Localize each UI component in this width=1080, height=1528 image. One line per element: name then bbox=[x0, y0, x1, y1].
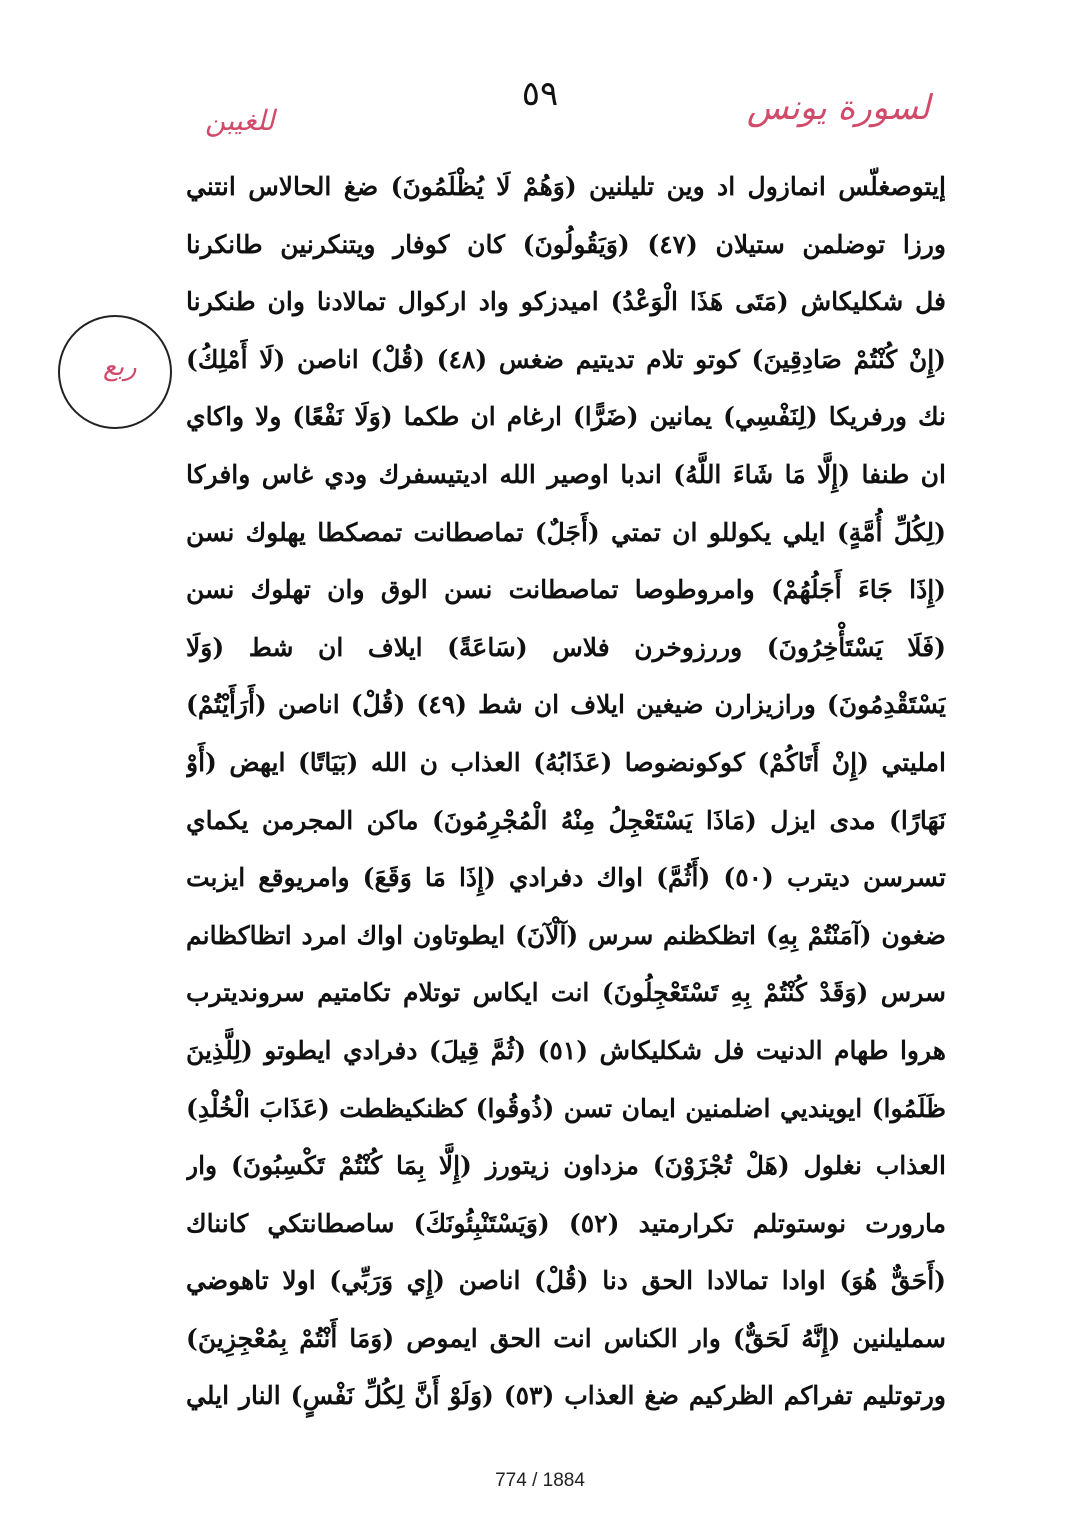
text-line-5: نك ورفريكا (لِنَفْسِي) يمانين (ضَرًّا) ارغام ان طكما (وَلَا نَفْعًا) ولا واكاي bbox=[186, 402, 946, 432]
margin-note: ربع bbox=[103, 352, 137, 382]
header-note-left: للغيبن bbox=[205, 104, 275, 137]
text-line-16: هروا طهام الدنيت فل شكليكاش (٥١) (ثُمَّ قِيلَ) دفرادي ايطوتو (لِلَّذِينَ bbox=[186, 1035, 946, 1065]
text-line-2: ورزا توضلمن ستيلان (٤٧) (وَيَقُولُونَ) كان كوفار ويتنكرنين طانكرنا bbox=[186, 229, 946, 259]
text-line-15: سرس (وَقَدْ كُنْتُمْ بِهِ تَسْتَعْجِلُونَ) انت ايكاس توتلام تكامتيم سرونديترب bbox=[186, 978, 946, 1008]
text-line-17: ظَلَمُوا) ايوينديي اضلمنين ايمان تسن (ذُوقُوا) كظنكيظطت (عَذَابَ الْخُلْدِ) bbox=[186, 1093, 946, 1123]
text-line-8: (إِذَا جَاءَ أَجَلُهُمْ) وامروطوصا تماصطانت نسن الوق وان تهلوك نسن bbox=[186, 575, 946, 605]
text-line-21: سمليلنين (إِنَّهُ لَحَقٌّ) وار الكناس انت الحق ايموص (وَمَا أَنْتُمْ بِمُعْجِزِينَ) bbox=[186, 1323, 946, 1353]
text-line-14: ضغون (آمَنْتُمْ بِهِ) اتظكظنم سرس (آلْآنَ) ايطوتاون اواك امرد اتظاكظانم bbox=[186, 920, 946, 950]
text-line-18: العذاب نغلول (هَلْ تُجْزَوْنَ) مزداون زيتورز (إِلَّا بِمَا كُنْتُمْ تَكْسِبُونَ) وار bbox=[186, 1151, 946, 1181]
text-line-3: فل شكليكاش (مَتَى هَذَا الْوَعْدُ) اميدزكو واد اركوال تمالادنا وان طنكرنا bbox=[186, 287, 946, 317]
text-line-1: إيتوصغلّس انمازول اد وين تليلنين (وَهُمْ لَا يُظْلَمُونَ) ضغ الحالاس انتني bbox=[186, 172, 946, 201]
header-note-right: لسورة يونس bbox=[746, 88, 930, 128]
text-line-22: ورتوتليم تفراكم الظركيم ضغ العذاب (٥٣) (وَلَوْ أَنَّ لِكُلِّ نَفْسٍ) النار ايلي bbox=[186, 1381, 946, 1411]
text-line-9: (فَلَا يَسْتَأْخِرُونَ) وررزوخرن فلاس (سَاعَةً) ايلاف ان شط (وَلَا bbox=[186, 632, 946, 662]
text-line-11: امليتي (إِنْ أَتَاكُمْ) كوكونضوصا (عَذَابُهُ) العذاب ن الله (بَيَاتًا) ايهض (أَوْ bbox=[186, 747, 946, 777]
text-line-6: ان طنفا (إِلَّا مَا شَاءَ اللَّهُ) اندبا اوصير الله اديتيسفرك ودي غاس وافركا bbox=[186, 459, 946, 489]
text-line-12: نَهَارًا) مدى ايزل (مَاذَا يَسْتَعْجِلُ مِنْهُ الْمُجْرِمُونَ) ماكن المجرمن يكماي bbox=[186, 805, 946, 835]
body-text bbox=[186, 158, 946, 1425]
page-number: ٥٩ bbox=[521, 74, 559, 114]
text-line-7: (لِكُلِّ أُمَّةٍ) ايلي يكوللو ان تمتي (أَجَلٌ) تماصطانت تمصكطا يهلوك نسن bbox=[186, 517, 946, 547]
text-line-4: (إِنْ كُنْتُمْ صَادِقِينَ) كوتو تلام تديتيم ضغس (٤٨) (قُلْ) اناصن (لَا أَمْلِكُ) bbox=[186, 344, 946, 374]
text-line-19: مارورت نوستوتلم تكرارمتيد (٥٢) (وَيَسْتَنْبِئُونَكَ) ساصطانتكي كانناك bbox=[186, 1208, 946, 1238]
text-line-20: (أَحَقٌّ هُوَ) اوادا تمالادا الحق دنا (قُلْ) اناصن (إِي وَرَبِّي) اولا تاهوضي bbox=[186, 1266, 946, 1296]
page-counter: 774 / 1884 bbox=[495, 1470, 585, 1491]
text-line-10: يَسْتَقْدِمُونَ) ورازيزارن ضيغين ايلاف ان شط (٤٩) (قُلْ) اناصن (أَرَأَيْتُمْ) bbox=[186, 690, 946, 720]
text-line-13: تسرسن ديترب (٥٠) (أَثُمَّ) اواك دفرادي (إِذَا مَا وَقَعَ) وامريوقع ايزبت bbox=[186, 863, 946, 893]
